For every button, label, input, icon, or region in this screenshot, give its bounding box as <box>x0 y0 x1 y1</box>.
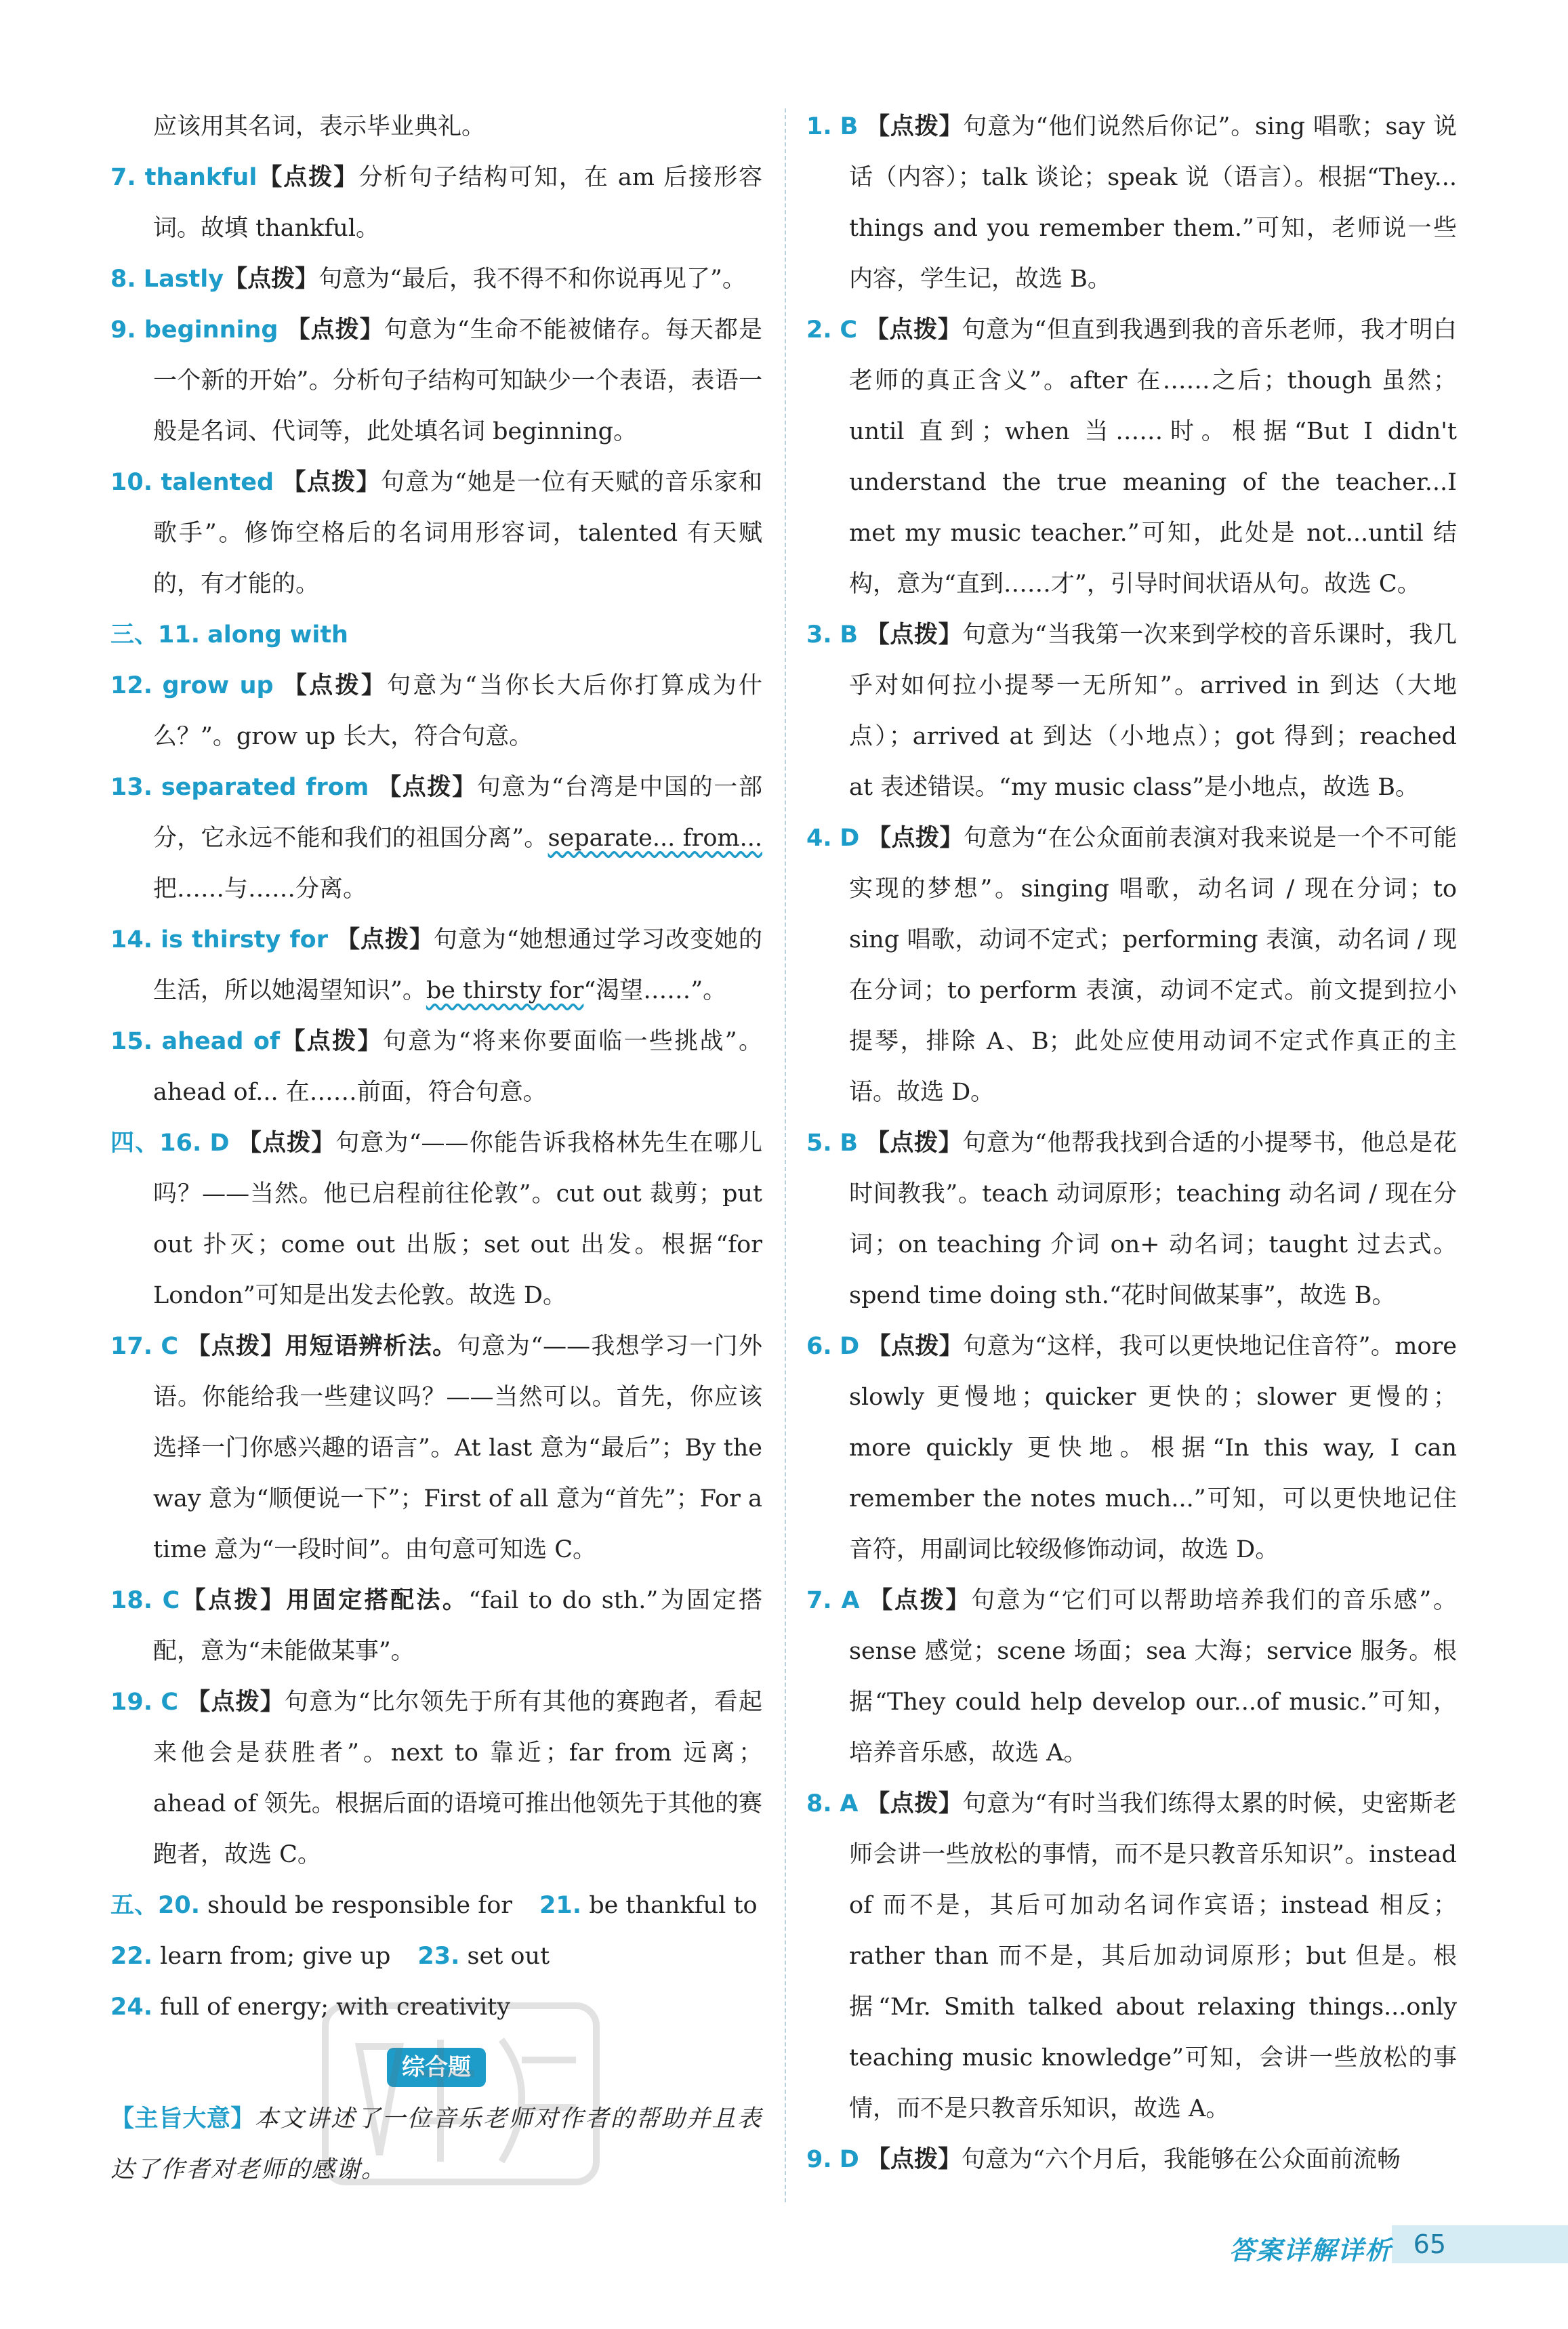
hint-text: 句意为“比尔领先于所有其他的赛跑者，看起来他会是获胜者”。next to 靠近；far from 远离；ahead of 领先。根据后面的语境可推出他领先于其他的赛跑者，故选 C。 <box>153 1689 762 1868</box>
hint-text: 句意为“在公众面前表演对我来说是一个不可能实现的梦想”。singing 唱歌，动名词 / 现在分词；to sing 唱歌，动词不定式；performing 表演，动名词 / 现在分词；to perform 表演，动词不定式。前文提到拉小提琴，排除 A、B；此处应使用动词不定式作真正的主语。故选 D。 <box>849 825 1457 1106</box>
item-answer: thankful <box>144 164 257 191</box>
item-number: 10. <box>110 469 153 496</box>
section-number: 四、 <box>110 1130 160 1157</box>
item-number: 6. <box>806 1333 832 1360</box>
item-answer: B <box>840 113 859 140</box>
item-number: 3. <box>806 621 832 648</box>
item-answer: grow up <box>162 672 274 699</box>
hint-text-tail: 把……与……分离。 <box>153 875 367 903</box>
watermark-logo <box>318 1992 603 2196</box>
hint-text: 句意为“六个月后，我能够在公众面前流畅 <box>962 2146 1401 2173</box>
answer-item-14 <box>110 915 762 1016</box>
hint-text: 句意为“当你长大后你打算成为什么？”。grow up 长大，符合句意。 <box>153 672 762 750</box>
item-answer: C <box>162 1587 180 1614</box>
item-answer-text: set out <box>467 1943 550 1970</box>
item-number: 15. <box>110 1028 153 1055</box>
item-answer: B <box>840 621 859 648</box>
answer-item-10 <box>110 457 762 610</box>
hint-tag: 【点拨】 <box>866 113 964 140</box>
hint-tag: 【点拨】 <box>869 1587 972 1614</box>
answer-items-20-21 <box>110 1880 762 1931</box>
hint-text: “fail to do sth.”为固定搭配，意为“未能做某事”。 <box>153 1587 762 1665</box>
item-answer: ahead of <box>161 1028 281 1055</box>
item-number: 11. <box>158 621 201 648</box>
item-answer-text: be thankful to <box>589 1892 758 1919</box>
answer-item-12 <box>110 661 762 762</box>
hint-text: 句意为“这样，我可以更快地记住音符”。more slowly 更慢地；quicker 更快的；slower 更慢的；more quickly 更快地。根据“In this way, I can remember the notes much...”可知，可以更快地记住音符，用副词比较级修饰动词，故选 D。 <box>849 1333 1457 1563</box>
item-number: 22. <box>110 1943 153 1970</box>
item-answer-text: full of energy; with creativity <box>160 1994 510 2021</box>
hint-tag: 【点拨】 <box>336 926 434 953</box>
hint-text: 句意为“——你能告诉我格林先生在哪儿吗？——当然。他已启程前往伦敦”。cut out 裁剪；put out 扑灭；come out 出版；set out 出发。根据“for London”可知是出发去伦敦。故选 D。 <box>153 1130 762 1309</box>
item-answer: C <box>161 1689 178 1716</box>
hint-tag: 【点拨】 <box>866 1790 963 1817</box>
hint-text: 句意为“它们可以帮助培养我们的音乐感”。sense 感觉；scene 场面；sea 大海；service 服务。根据“They could help develop our...of music.”可知，培养音乐感，故选 A。 <box>849 1587 1457 1767</box>
answer-item-11 <box>110 610 762 661</box>
answer-item-r9 <box>806 2135 1457 2185</box>
gist-text: 本文讲述了一位音乐老师对作者的帮助并且表达了作者对老师的感谢。 <box>110 2105 762 2183</box>
key-phrase: separate... from... <box>548 825 762 852</box>
continued-text-content: 应该用其名词，表示毕业典礼。 <box>153 113 486 140</box>
item-number: 21. <box>539 1892 582 1919</box>
answer-item-19 <box>110 1677 762 1880</box>
item-number: 24. <box>110 1994 153 2021</box>
continued-text <box>110 102 762 152</box>
item-number: 13. <box>110 774 153 801</box>
section-label: 综合题 <box>387 2048 486 2087</box>
item-answer: A <box>841 1587 860 1614</box>
hint-text: 句意为“当我第一次来到学校的音乐课时，我几乎对如何拉小提琴一无所知”。arrived in 到达（大地点）；arrived at 到达（小地点）；got 得到；reached at 表述错误。“my music class”是小地点，故选 B。 <box>849 621 1457 801</box>
answer-item-18 <box>110 1575 762 1677</box>
answer-item-r8 <box>806 1779 1457 2135</box>
answer-item-9 <box>110 305 762 457</box>
item-answer: C <box>161 1333 179 1360</box>
item-number: 8. <box>806 1790 832 1817</box>
hint-tag: 【点拨】 <box>283 672 388 699</box>
answer-item-r2 <box>806 305 1457 610</box>
item-answer-text: learn from; give up <box>160 1943 391 1970</box>
key-phrase: be thirsty for <box>426 977 584 1004</box>
item-answer: D <box>839 2146 859 2173</box>
section-number: 三、 <box>110 621 159 648</box>
hint-text: 句意为“他们说然后你记”。sing 唱歌；say 说话（内容）；talk 谈论；speak 说（语言）。根据“They... things and you remember them.”可知，老师说一些内容，学生记，故选 B。 <box>849 113 1457 293</box>
item-number: 7. <box>806 1587 832 1614</box>
answer-item-7 <box>110 152 762 254</box>
gist-tag: 【主旨大意】 <box>110 2105 255 2132</box>
hint-tag: 【点拨】用短语辨析法。 <box>186 1333 457 1360</box>
item-number: 17. <box>110 1333 153 1360</box>
item-number: 8. <box>110 266 136 293</box>
item-answer: is thirsty for <box>161 926 328 953</box>
item-number: 5. <box>806 1130 832 1157</box>
hint-tag: 【点拨】 <box>867 2146 962 2173</box>
item-answer: C <box>840 316 858 344</box>
hint-tag: 【点拨】 <box>282 469 381 496</box>
item-number: 23. <box>417 1943 460 1970</box>
hint-tag: 【点拨】 <box>186 1689 285 1716</box>
item-number: 1. <box>806 113 832 140</box>
hint-tag: 【点拨】用固定搭配法。 <box>180 1587 469 1614</box>
hint-tag: 【点拨】 <box>867 1333 964 1360</box>
item-answer: D <box>840 825 860 852</box>
item-answer: B <box>840 1130 859 1157</box>
hint-tag: 【点拨】 <box>377 774 477 801</box>
hint-text-tail: “渴望……”。 <box>583 977 727 1004</box>
hint-text: 句意为“她是一位有天赋的音乐家和歌手”。修饰空格后的名词用形容词，talented 有天赋的，有才能的。 <box>153 469 762 598</box>
page-footer <box>1229 2225 1568 2263</box>
answer-item-r4 <box>806 813 1457 1118</box>
item-answer: D <box>840 1333 860 1360</box>
item-answer: talented <box>161 469 274 496</box>
answer-item-r3 <box>806 610 1457 813</box>
answer-item-16 <box>110 1118 762 1321</box>
answer-item-r1 <box>806 102 1457 305</box>
hint-text: 句意为“她想通过学习改变她的生活，所以她渴望知识”。 <box>153 926 762 1004</box>
answer-item-8 <box>110 254 762 305</box>
right-column <box>806 102 1457 2185</box>
hint-text: 句意为“但直到我遇到我的音乐老师，我才明白老师的真正含义”。after 在……之后；though 虽然；until 直到；when 当……时。根据“But I didn't understand the true meaning of the teacher...I met my music teacher.”可知，此处是 not...until 结构，意为“直到……才”，引导时间状语从句。故选 C。 <box>849 316 1457 598</box>
section-number: 五、 <box>110 1892 159 1919</box>
hint-text: 分析句子结构可知，在 am 后接形容词。故填 thankful。 <box>153 164 762 242</box>
hint-tag: 【点拨】 <box>865 316 962 344</box>
answer-item-r7 <box>806 1575 1457 1779</box>
hint-text: 句意为“最后，我不得不和你说再见了”。 <box>318 266 746 293</box>
item-number: 14. <box>110 926 153 953</box>
item-number: 2. <box>806 316 832 344</box>
page-number: 65 <box>1413 2229 1446 2259</box>
item-answer-text: should be responsible for <box>207 1892 513 1919</box>
hint-tag: 【点拨】 <box>867 825 964 852</box>
hint-text: 句意为“有时当我们练得太累的时候，史密斯老师会讲一些放松的事情，而不是只教音乐知识”。instead of 而不是，其后可加动名词作宾语；instead 相反；rather than 而不是，其后加动词原形；but 但是。根据“Mr. Smith talked about relaxing things...only teaching music knowledge”可知，会讲一些放松的事情，而不是只教音乐知识，故选 A。 <box>849 1790 1457 2122</box>
item-number: 20. <box>158 1892 201 1919</box>
column-divider <box>785 108 786 2202</box>
footer-title: 答案详解详析 <box>1229 2235 1392 2265</box>
hint-tag: 【点拨】 <box>280 1028 383 1055</box>
item-number: 9. <box>806 2146 832 2173</box>
hint-text: 句意为“生命不能被储存。每天都是一个新的开始”。分析句子结构可知缺少一个表语，表语一般是名词、代词等，此处填名词 beginning。 <box>153 316 762 445</box>
item-number: 4. <box>806 825 832 852</box>
item-number: 7. <box>110 164 136 191</box>
item-answer: separated from <box>161 774 369 801</box>
item-number: 9. <box>110 316 136 344</box>
answer-item-r6 <box>806 1321 1457 1575</box>
item-answer: A <box>840 1790 859 1817</box>
answer-item-r5 <box>806 1118 1457 1321</box>
answer-item-15 <box>110 1016 762 1118</box>
hint-text: 句意为“他帮我找到合适的小提琴书，他总是花时间教我”。teach 动词原形；teaching 动名词 / 现在分词；on teaching 介词 on+ 动名词；taught 过去式。spend time doing sth.“花时间做某事”，故选 B。 <box>849 1130 1457 1309</box>
hint-tag: 【点拨】 <box>865 1130 963 1157</box>
answer-item-13 <box>110 762 762 915</box>
item-number: 19. <box>110 1689 153 1716</box>
hint-tag: 【点拨】 <box>865 621 963 648</box>
item-number: 12. <box>110 672 153 699</box>
hint-tag: 【点拨】 <box>286 316 384 344</box>
item-answer: D <box>209 1130 230 1157</box>
hint-tag: 【点拨】 <box>237 1130 336 1157</box>
answer-item-17 <box>110 1321 762 1575</box>
item-answer: Lastly <box>143 266 224 293</box>
item-number: 16. <box>159 1130 202 1157</box>
hint-text: 句意为“台湾是中国的一部分，它永远不能和我们的祖国分离”。 <box>153 774 762 852</box>
left-column <box>110 102 762 2196</box>
hint-text: 句意为“将来你要面临一些挑战”。ahead of... 在……前面，符合句意。 <box>153 1028 762 1106</box>
hint-tag: 【点拨】 <box>224 266 319 293</box>
item-answer: along with <box>207 621 348 648</box>
item-answer: beginning <box>144 316 278 344</box>
hint-text: 句意为“——我想学习一门外语。你能给我一些建议吗？——当然可以。首先，你应该选择一门你感兴趣的语言”。At last 意为“最后”；By the way 意为“顺便说一下”；First of all 意为“首先”；For a time 意为“一段时间”。由句意可知选 C。 <box>153 1333 762 1563</box>
answer-items-22-23 <box>110 1931 762 1982</box>
hint-tag: 【点拨】 <box>257 164 359 191</box>
item-number: 18. <box>110 1587 153 1614</box>
